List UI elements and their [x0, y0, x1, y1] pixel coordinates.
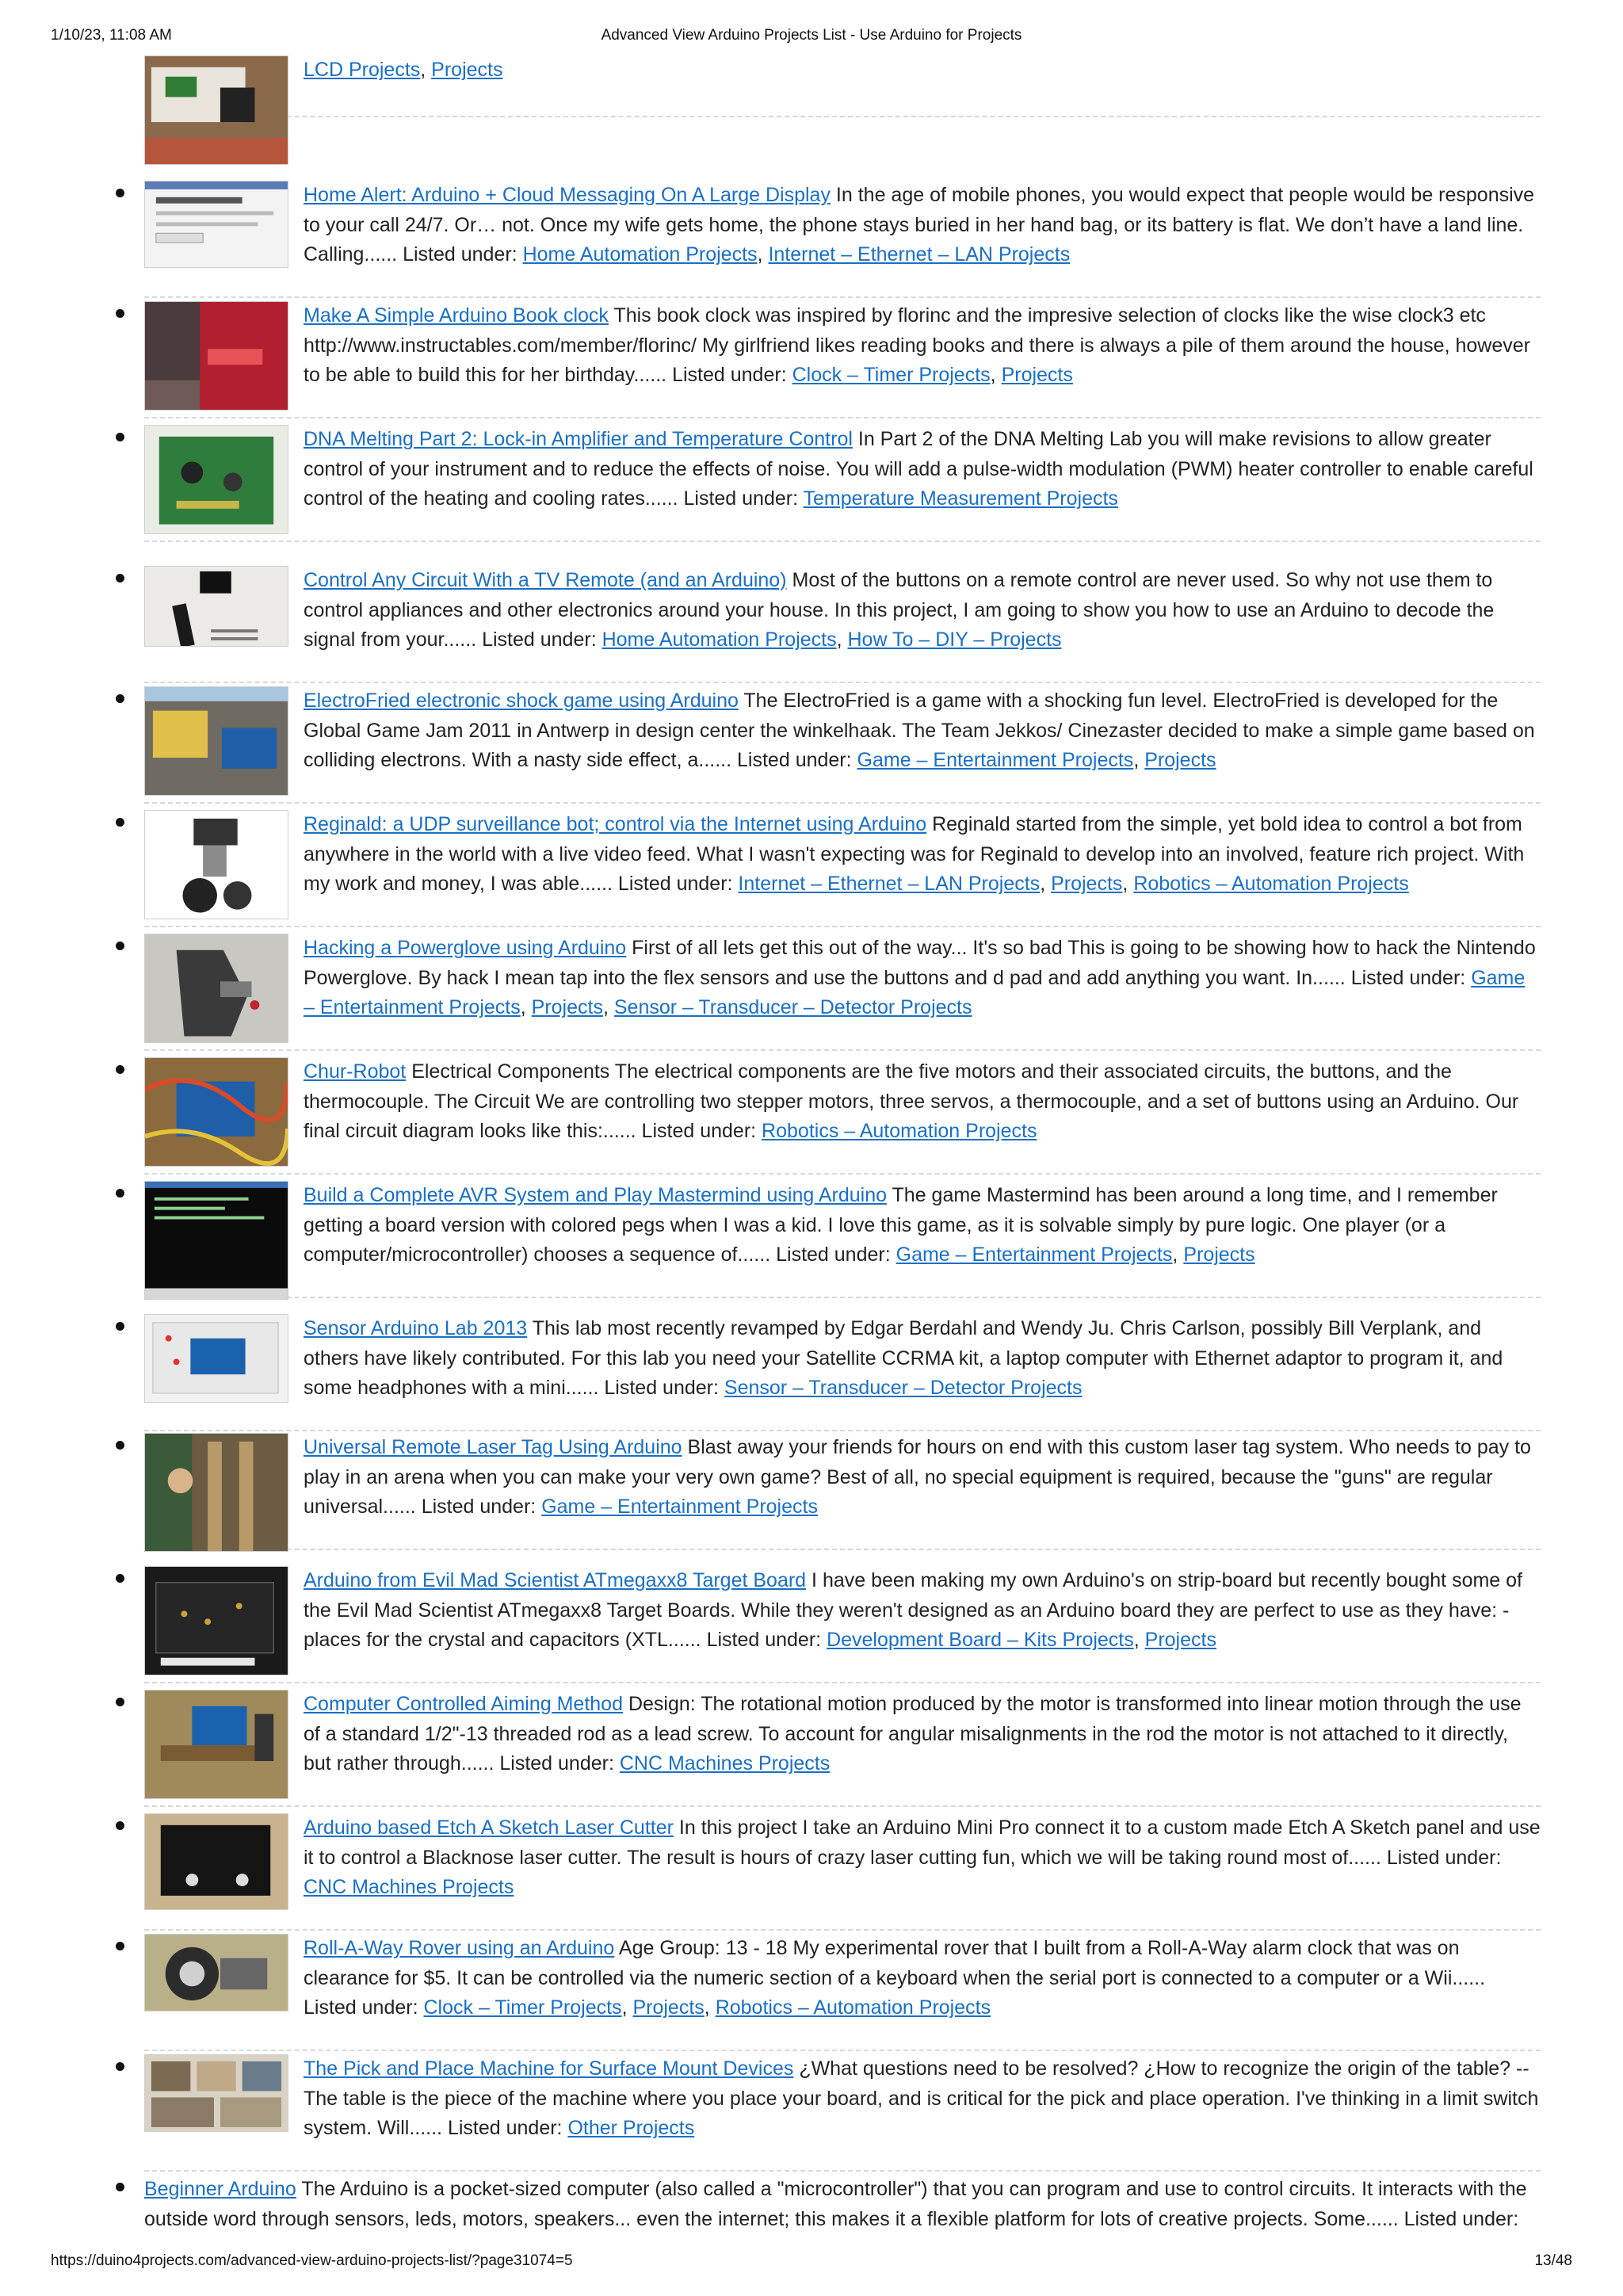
- category-link[interactable]: Projects: [1001, 364, 1073, 386]
- item-text: [304, 2054, 1541, 2144]
- category-link[interactable]: Clock – Timer Projects: [423, 1996, 622, 2019]
- category-link[interactable]: CNC Machines Projects: [304, 1876, 514, 1898]
- project-title-link[interactable]: Make A Simple Arduino Book clock: [304, 304, 609, 327]
- project-description: Age Group: 13 - 18 My experimental rover that I built from a Roll-A-Way alarm clock that was on clearance for $5. It can be controlled via the numeric section of a keyboard when the serial port is connected to a computer or a Wii......: [304, 1937, 1486, 1989]
- category-link[interactable]: Sensor – Transducer – Detector Projects: [613, 996, 972, 1018]
- list-item: [144, 686, 1541, 804]
- list-item: [144, 1057, 1541, 1175]
- list-bullet: [116, 942, 124, 950]
- project-title-link[interactable]: Universal Remote Laser Tag Using Arduino: [304, 1436, 682, 1458]
- list-item: [144, 934, 1541, 1051]
- list-bullet: [116, 1189, 124, 1198]
- project-thumbnail[interactable]: [144, 425, 288, 534]
- project-thumbnail[interactable]: [144, 1934, 288, 2011]
- list-item: [144, 1813, 1541, 1931]
- project-description: ¿What questions need to be resolved? ¿How to recognize the origin of the table? -- The table is the piece of the machine where you place your board, and is critical for the pick and place operation. I've thinking in a limit switch system. Will......: [304, 2057, 1539, 2139]
- listed-under-label: Listed under:: [641, 1120, 757, 1142]
- category-link[interactable]: LCD Projects: [304, 59, 421, 81]
- category-link[interactable]: Game – Entertainment Projects: [896, 1244, 1173, 1266]
- category-link[interactable]: How To – DIY – Projects: [847, 628, 1062, 651]
- page-url: https://duino4projects.com/advanced-view-arduino-projects-list/?page31074=5: [51, 2252, 573, 2269]
- category-link[interactable]: Game – Entertainment Projects: [541, 1496, 818, 1518]
- project-description: The Arduino is a pocket-sized computer (also called a "microcontroller") that you can program and use to control circuits. It interacts with the outside word through sensors, leds, motors, speakers... even the internet; this makes it a flexible platform for lots of creative projects. Some......: [144, 2178, 1527, 2230]
- list-item: [144, 55, 1541, 117]
- item-text: Reginald: a UDP surveillance bot; control via the Internet using Arduino Reginald started from the simple, yet bold idea to control a bot from anywhere in the world with a live video feed. What I wasn't expecting was for Reginald to develop into an involved, feature rich project. With my work and money, I was able...... Listed under: Internet – Ethernet – LAN Projects, Projects, Robotics – Automation Projects: [304, 813, 1525, 895]
- project-title-link[interactable]: Beginner Arduino: [144, 2178, 296, 2200]
- item-text: [144, 2175, 1541, 2234]
- project-title-link[interactable]: Sensor Arduino Lab 2013: [304, 1317, 528, 1339]
- item-text: Control Any Circuit With a TV Remote (and an Arduino) Most of the buttons on a remote control are never used. So why not use them to control appliances and other electronics around your house. In this project, I am going to show you how to use an Arduino to decode the signal from your...... Listed under: Home Automation Projects, How To – DIY – Projects: [304, 569, 1495, 651]
- project-description: This lab most recently revamped by Edgar Berdahl and Wendy Ju. Chris Carlson, possibly Bill Verplank, and others have likely contributed. For this lab you need your Satellite CCRMA kit, a laptop computer with Ethernet adaptor to program it, and some headphones with a mini......: [304, 1317, 1503, 1399]
- item-text: LCD Projects, Projects: [304, 59, 503, 81]
- project-title-link[interactable]: Chur-Robot: [304, 1060, 407, 1083]
- category-link[interactable]: Projects: [431, 59, 503, 81]
- project-thumbnail[interactable]: [144, 301, 288, 411]
- list-item: [144, 2054, 1541, 2172]
- print-date: 1/10/23, 11:08 AM: [51, 27, 172, 44]
- list-item: [144, 1181, 1541, 1298]
- item-text: [304, 1433, 1541, 1522]
- item-text: [304, 1813, 1541, 1903]
- item-text: Build a Complete AVR System and Play Mastermind using Arduino The game Mastermind has been around a long time, and I remember getting a board version with colored pegs when I was a kid. I love this game, as it is solvable simply by pure logic. One player (or a computer/microcontroller) chooses a sequence of...... Listed under: Game – Entertainment Projects, Projects: [304, 1184, 1498, 1266]
- list-item: [144, 1690, 1541, 1807]
- listed-under-label: Listed under:: [403, 243, 517, 266]
- category-link[interactable]: Internet – Ethernet – LAN Projects: [768, 243, 1071, 266]
- project-title-link[interactable]: Computer Controlled Aiming Method: [304, 1693, 623, 1715]
- project-title-link[interactable]: Control Any Circuit With a TV Remote (and an Arduino): [304, 569, 787, 591]
- project-thumbnail[interactable]: [144, 810, 288, 919]
- print-header: [51, 27, 1572, 48]
- list-item: [144, 2175, 1541, 2235]
- listed-under-label: Listed under:: [776, 1244, 891, 1266]
- project-title-link[interactable]: The Pick and Place Machine for Surface Mount Devices: [304, 2057, 794, 2080]
- project-thumbnail[interactable]: [144, 1813, 288, 1910]
- listed-under-label: Listed under:: [447, 2117, 563, 2139]
- listed-under-label: Listed under:: [1386, 1846, 1502, 1869]
- category-link[interactable]: Development Board – Kits Projects: [827, 1629, 1134, 1651]
- list-bullet: [116, 694, 124, 703]
- listed-under-label: Listed under:: [737, 749, 852, 771]
- project-description: Design: The rotational motion produced by the motor is transformed into linear motion through the use of a standard 1/2"-13 threaded rod as a lead screw. To account for angular misalignments in the rod the motor is not attached to it directly, but rather through......: [304, 1693, 1522, 1775]
- project-description: Electrical Components The electrical components are the five motors and their associated circuits, the buttons, and the thermocouple. The Circuit We are controlling two stepper motors, three servos, a thermocouple, and a set of buttons using an Arduino. Our final circuit diagram looks like this:......: [304, 1060, 1519, 1142]
- list-item: [144, 810, 1541, 927]
- category-link[interactable]: Game – Entertainment Projects: [857, 749, 1134, 771]
- list-bullet: [116, 818, 124, 827]
- category-link[interactable]: Projects: [1144, 749, 1216, 771]
- category-link[interactable]: Home Automation Projects: [601, 628, 837, 651]
- project-thumbnail[interactable]: [144, 181, 288, 268]
- listed-under-label: Listed under:: [683, 487, 799, 510]
- project-description: I have been making my own Arduino's on strip-board but recently bought some of the Evil Mad Scientist ATmegaxx8 Target Boards. While they weren't designed as an Arduino board they are perfect to use as they have: - places for the crystal and capacitors (XTL......: [304, 1569, 1522, 1651]
- category-link[interactable]: Other Projects: [567, 2117, 695, 2139]
- project-thumbnail[interactable]: [144, 566, 288, 647]
- list-item: [144, 1314, 1541, 1431]
- list-item: [144, 1934, 1541, 2051]
- project-description: In the age of mobile phones, you would expect that people would be responsive to your call 24/7. Or… not. Once my wife gets home, the phone stays buried in her hand bag, or its battery is flat. We don’t have a land line. Calling......: [304, 184, 1535, 266]
- listed-under-label: Listed under:: [1350, 966, 1466, 989]
- list-bullet: [116, 1574, 124, 1583]
- page-number: 13/48: [1534, 2252, 1572, 2269]
- project-description: In Part 2 of the DNA Melting Lab you will make revisions to allow greater control of your instrument and to reduce the effects of noise. You will add a pulse-width modulation (PWM) heater controller to enable careful control of the heating and cooling rates......: [304, 428, 1533, 510]
- project-title-link[interactable]: Arduino from Evil Mad Scientist ATmegaxx8 Target Board: [304, 1569, 807, 1591]
- list-bullet: [116, 1441, 124, 1450]
- category-link[interactable]: Home Automation Projects: [522, 243, 758, 266]
- category-link[interactable]: Sensor – Transducer – Detector Projects: [724, 1377, 1083, 1399]
- listed-under-label: Listed under:: [604, 1377, 719, 1399]
- project-description: Most of the buttons on a remote control are never used. So why not use them to control appliances and other electronics around your house. In this project, I am going to show you how to use an Arduino to decode the signal from your......: [304, 569, 1495, 651]
- list-bullet: [116, 189, 124, 197]
- project-title-link[interactable]: Hacking a Powerglove using Arduino: [304, 937, 627, 959]
- project-thumbnail[interactable]: [144, 1057, 288, 1167]
- listed-under-label: Listed under:: [617, 873, 733, 895]
- project-title-link[interactable]: Roll-A-Way Rover using an Arduino: [304, 1937, 615, 1959]
- list-bullet: [116, 2183, 124, 2191]
- category-link[interactable]: Robotics – Automation Projects: [715, 1996, 991, 2019]
- category-link[interactable]: CNC Machines Projects: [619, 1752, 831, 1775]
- project-thumbnail[interactable]: [144, 1690, 288, 1799]
- project-title-link[interactable]: Build a Complete AVR System and Play Mastermind using Arduino: [304, 1184, 888, 1206]
- project-thumbnail[interactable]: [144, 2054, 288, 2132]
- category-link[interactable]: Projects: [1183, 1244, 1255, 1266]
- category-link[interactable]: Projects: [531, 996, 603, 1018]
- category-link[interactable]: Game – Entertainment Projects: [304, 966, 1526, 1018]
- category-link[interactable]: Clock – Timer Projects: [792, 364, 991, 386]
- item-text: [304, 425, 1541, 514]
- list-item: [144, 1566, 1541, 1683]
- project-title-link[interactable]: Arduino based Etch A Sketch Laser Cutter: [304, 1817, 674, 1839]
- listed-under-label: Listed under:: [304, 1996, 418, 2019]
- project-thumbnail[interactable]: [144, 1433, 288, 1552]
- project-title-link[interactable]: Home Alert: Arduino + Cloud Messaging On A Large Display: [304, 184, 831, 206]
- project-description: In this project I take an Arduino Mini Pro connect it to a custom made Etch A Sketch panel and use it to control a Blacknose laser cutter. The result is hours of crazy laser cutting fun, which we will be taking round most of......: [304, 1817, 1541, 1869]
- list-bullet: [116, 1322, 124, 1331]
- category-link[interactable]: Robotics – Automation Projects: [762, 1120, 1037, 1142]
- project-title-link[interactable]: Reginald: a UDP surveillance bot; control via the Internet using Arduino: [304, 813, 927, 835]
- item-text: Hacking a Powerglove using Arduino First of all lets get this out of the way... It's so bad This is going to be showing how to hack the Nintendo Powerglove. By hack I mean tap into the flex sensors and use the buttons and d pad and add anything you want. In...... Listed under: Game – Entertainment Projects, Projects, Sensor – Transducer – Detector Projects: [304, 937, 1536, 1018]
- listed-under-label: Listed under:: [706, 1629, 822, 1651]
- item-text: [304, 1057, 1541, 1147]
- item-text: Roll-A-Way Rover using an Arduino Age Group: 13 - 18 My experimental rover that I built from a Roll-A-Way alarm clock that was on clearance for $5. It can be controlled via the numeric section of a keyboard when the serial port is connected to a computer or a Wii...... Listed under: Clock – Timer Projects, Projects, Robotics – Automation Projects: [304, 1937, 1486, 2019]
- item-text: Home Alert: Arduino + Cloud Messaging On A Large Display In the age of mobile phones, you would expect that people would be responsive to your call 24/7. Or… not. Once my wife gets home, the phone stays buried in her hand bag, or its battery is flat. We don’t have a land line. Calling...... Listed under: Home Automation Projects, Internet – Ethernet – LAN Projects: [304, 184, 1535, 266]
- project-thumbnail[interactable]: [144, 55, 288, 165]
- listed-under-label: Listed under:: [499, 1752, 614, 1775]
- project-thumbnail[interactable]: [144, 686, 288, 796]
- list-item: [144, 181, 1541, 298]
- print-footer: [51, 2252, 1572, 2273]
- list-bullet: [116, 1942, 124, 1950]
- list-item: [144, 301, 1541, 418]
- category-link[interactable]: Robotics – Automation Projects: [1133, 873, 1409, 895]
- item-text: ElectroFried electronic shock game using Arduino The ElectroFried is a game with a shocking fun level. ElectroFried is developed for the Global Game Jam 2011 in Antwerp in design center the winkelhaak. The Team Jekkos/ Cinezaster decided to make a simple game based on colliding electrons. With a nasty side effect, a...... Listed under: Game – Entertainment Projects, Projects: [304, 690, 1535, 771]
- list-bullet: [116, 309, 124, 318]
- list-item: [144, 566, 1541, 683]
- project-description: Blast away your friends for hours on end with this custom laser tag system. Who needs to pay to play in an arena when you can make your very own game? Best of all, no special equipment is required, because the "guns" are regular universal......: [304, 1436, 1531, 1518]
- project-description: The game Mastermind has been around a long time, and I remember getting a board version with colored pegs when I was a kid. I love this game, as it is solvable simply by pure logic. One player (or a computer/microcontroller) chooses a sequence of......: [304, 1184, 1498, 1266]
- list-item: [144, 425, 1541, 542]
- project-thumbnail[interactable]: [144, 1181, 288, 1300]
- project-title-link[interactable]: ElectroFried electronic shock game using Arduino: [304, 690, 739, 712]
- list-bullet: [116, 433, 124, 441]
- category-link[interactable]: Temperature Measurement Projects: [803, 487, 1118, 510]
- list-bullet: [116, 1821, 124, 1830]
- listed-under-label: Listed under:: [482, 628, 597, 651]
- category-link[interactable]: Projects: [1051, 873, 1123, 895]
- category-link[interactable]: Projects: [632, 1996, 705, 2019]
- list-item: [144, 1433, 1541, 1550]
- listed-under-label: Listed under:: [1403, 2207, 1519, 2230]
- project-description: The ElectroFried is a game with a shocking fun level. ElectroFried is developed for the Global Game Jam 2011 in Antwerp in design center the winkelhaak. The Team Jekkos/ Cinezaster decided to make a simple game based on colliding electrons. With a nasty side effect, a......: [304, 690, 1535, 771]
- project-title-link[interactable]: DNA Melting Part 2: Lock-in Amplifier and Temperature Control: [304, 428, 853, 450]
- list-bullet: [116, 574, 124, 583]
- list-bullet: [116, 2062, 124, 2071]
- project-description: This book clock was inspired by florinc and the impresive selection of clocks like the wise clock3 etc http://www.instructables.com/member/florinc/ My girlfriend likes reading books and there is always a pile of them around the house, however to be able to build this for her birthday......: [304, 304, 1530, 386]
- item-text: Arduino from Evil Mad Scientist ATmegaxx8 Target Board I have been making my own Arduino's on strip-board but recently bought some of the Evil Mad Scientist ATmegaxx8 Target Boards. While they weren't designed as an Arduino board they are perfect to use as they have: - places for the crystal and capacitors (XTL...... Listed under: Development Board – Kits Projects, Projects: [304, 1569, 1522, 1651]
- project-description: First of all lets get this out of the way... It's so bad This is going to be showing how to hack the Nintendo Powerglove. By hack I mean tap into the flex sensors and use the buttons and d pad and add anything you want. In......: [304, 937, 1536, 989]
- item-text: [304, 1314, 1541, 1404]
- listed-under-label: Listed under:: [672, 364, 787, 386]
- page-title: Advanced View Arduino Projects List - Use Arduino for Projects: [601, 27, 1022, 44]
- project-thumbnail[interactable]: [144, 1314, 288, 1403]
- category-link[interactable]: Projects: [1144, 1629, 1216, 1651]
- list-bullet: [116, 1065, 124, 1074]
- project-thumbnail[interactable]: [144, 934, 288, 1043]
- item-text: Make A Simple Arduino Book clock This book clock was inspired by florinc and the impresive selection of clocks like the wise clock3 etc http://www.instructables.com/member/florinc/ My girlfriend likes reading books and there is always a pile of them around the house, however to be able to build this for her birthday...... Listed under: Clock – Timer Projects, Projects: [304, 304, 1530, 386]
- list-bullet: [116, 1698, 124, 1706]
- project-description: Reginald started from the simple, yet bold idea to control a bot from anywhere in the world with a live video feed. What I wasn't expecting was for Reginald to develop into an involved, feature rich project. With my work and money, I was able......: [304, 813, 1525, 895]
- project-thumbnail[interactable]: [144, 1566, 288, 1675]
- item-text: [304, 1690, 1541, 1779]
- category-link[interactable]: Internet – Ethernet – LAN Projects: [738, 873, 1041, 895]
- listed-under-label: Listed under:: [421, 1496, 537, 1518]
